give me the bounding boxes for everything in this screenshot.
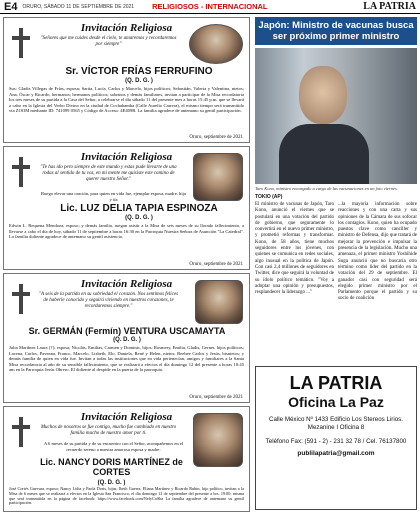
card-title: Invitación Religiosa (80, 151, 173, 163)
article-photo (255, 48, 417, 184)
article-headline: Japón: Ministro de vacunas busca ser próximo primer ministro (255, 17, 417, 45)
card-body: Edwin L. Requena Mendoza, esposo; y demás familia, ruegan asistir a la Misa de seis meses de su llorado fallecimiento, a llevarse a cabo el día de hoy, sábado 11 de septiembre a horas 16:30 en la Parroquia Nuestra Señora de Asunción "La Catedral". La familia doliente agradece de antemano su gentil asistencia. (9, 223, 244, 240)
deceased-name: Lic. NANCY DORIS MARTÍNEZ de CORTES (40, 457, 183, 477)
page-date: ORURO, SÁBADO 11 DE SEPTIEMBRE DE 2021 (22, 3, 135, 10)
card-verse: Muchos de nosotros se fue contigo, mucho fue cambiado en nuestro familia mucho de nuestro amor por ti. (40, 425, 177, 436)
deceased-name: Lic. LUZ DELIA TAPIA ESPINOZA (60, 203, 218, 214)
card-title: Invitación Religiosa (80, 411, 173, 423)
office-advert (255, 366, 417, 510)
article-column: ...la mayoría información sobre reacciones y con una carta y sus opiniones de la Cámara de sus sofocar los contagios. Kono, quien ha ocupado puestos clave como canciller y ministro de Defensa, dijo que tratará de mejorar la prevención e impulsar la presencia de la legislación. Mucho una amenaza, el primer ministro Yoshihide Suga anunció que no buscaría otro término como líder del partido en la votación del 29 de septiembre. El ganador casi con seguridad será elegido primer ministro por el Parlamento porque el partido y su socio de coalición (338, 202, 417, 302)
rip-label: (Q. D. G. ) (113, 337, 141, 343)
photo-figure (279, 124, 369, 184)
portrait-photo (195, 280, 243, 324)
advert-phone: Teléfono Fax: (591 - 2) - 231 32 78 / Cel. 76137800 (265, 438, 407, 445)
obituary-card (3, 146, 250, 270)
page-header (0, 0, 420, 14)
card-body: José Cortés Guevara, esposo; Nancy Lidia y Paola Doris, hijas; Ibeth Guerra, Eliana Martínez y Ricardo Rubin, hijo político, invitan a la Misa de 6 meses que se realizará a efectos en la Iglesia San Francisco, el día domingo 12 de septiembre del presente a hrs. 19:00; misma que será transmitida en la página de facebook: https://www.facebook.com/NelyCoSha La familia agradece de antemano su gentil participación. (9, 486, 244, 506)
portrait-photo (193, 153, 243, 201)
portrait-photo (189, 24, 243, 64)
card-verse: "Te has ido pero siempre de este mundo y estas pude llevarte de una rodas al sentido de tu voz, en mi mente me quisiste este camino de querer nuestro Señor." (40, 165, 177, 182)
card-title: Invitación Religiosa (80, 22, 173, 34)
card-body: Sus: Gladis Villegas de Frías, esposa; Sarita, Lucía, Carlos y Marcelo, hijos políticos; Sebastián, Valeria y Valentina, nietos; Ana, Óscar y Ricardo, hermanos; hermanos políticos; sobrinos y demás familiares, invitan a participar de la Misa recordatoria los tres meses de su partida a la Casa del Señor, a celebrarse el día sábado 11 del presente mes a horas 15:45 p.m. que se llevará a cabo en la Iglesia del Verbo Divino en la ciudad de Cochabamba (Calle Aurelio Carrera), el mismo tiempo será transmitido vía ZOOM mediante ID: 741099 0565 y Código de Acceso: 4E409B. La familia agradece de antemano su gentil participación. (9, 86, 244, 114)
obituary-card (3, 17, 250, 143)
photo-face (299, 66, 347, 124)
article-columns (255, 202, 417, 303)
card-title: Invitación Religiosa (80, 278, 173, 290)
obituary-card (3, 406, 250, 512)
newspaper-brand: LA PATRIA (363, 1, 416, 12)
card-verse: "A seis de la partida en su sobriedad el corazón. Nos sentimos felices de haberle conocido y seguirá viviendo en nuestros corazones, te recordaremos siempre." (38, 292, 179, 309)
section-title: RELIGIOSOS - INTERNACIONAL (152, 2, 268, 11)
card-intro: Ruego elevar una oración, para quien en vida fue, ejemplar esposa, madre, hija y tía (41, 191, 186, 202)
rip-label: (Q. D. G. ) (97, 480, 126, 486)
photo-caption: Taro Kono, ministro encargado a cargo de las vacunaciones en un foto viernes. (255, 186, 398, 191)
advert-office: Oficina La Paz (288, 394, 384, 410)
advert-address: Calle México Nº 1433 Edificio Los Stereos Lirios. Mezanine I Oficina 8 (269, 416, 403, 431)
card-sign: Oruro, septiembre de 2021 (189, 262, 243, 267)
advert-brand: LA PATRIA (289, 373, 383, 393)
rip-label: (Q. D. G. ) (125, 78, 153, 84)
card-sign: Oruro, septiembre de 2021 (189, 395, 243, 400)
article-dateline: TOKIO (AP) (255, 194, 283, 200)
article-column: El ministro de vacunas de Japón, Taro Kono, anunció el viernes que se postulará en una votación del partido de gobierno, que seguramente lo convertirá en el nuevo primer ministro, y prometió reformas y transformar. Kono, de 58 años, tiene muchos seguidores entre los jóvenes, con quienes se comunica en redes sociales, algo inusual en la política de Japón. Con casi 2,4 millones de seguidores en Twitter, dice que seguirá la voluntad de su ídolo político temático. "Voy a adoptar una opinión y presupuestos, resplandecer la liderazgo ..." (255, 202, 334, 296)
obituaries-column (3, 17, 250, 512)
card-intro: A 6 meses de su partida y de su encuentro con el Señor, acompañemos en el recuerdo sereno a nuestra amorosa esposa y madre: (43, 441, 184, 452)
portrait-photo (193, 413, 243, 467)
page-number: E4 (4, 0, 18, 13)
card-body: Julia Martínez Laura (†), esposa; Nicolás, Emilias, Carmen y Dominic, hijos; Rosmery, Emilia, Gladis, Gerner, hijos políticos; Lorena, Carlos, Paveana, Franco, Marcelo, Lizbeth, Elo, Daniela, René y Helen, nietos; Beebee Carlos y Jesús, bisnietos; y demás familia de quien en vida fue. Invitan a todas las instituciones que en vida pertenecían, amigos y familiares a la Santa Misa recordatoria al año de su sensible fallecimiento, que se realizará a efectos el día domingo 12 del presente a horas 10:45 am en la Parroquia Jesús Obrero. El doliente al despide en la puerta de la parroquia. (9, 345, 244, 373)
deceased-name: Sr. GERMÁN (Fermín) VENTURA USCAMAYTA (28, 326, 226, 336)
card-verse: "Señores que me cuides desde el cielo, te amaremos y recordaremos por siempre" (40, 36, 177, 47)
advert-email: publilapatria@gmail.com (297, 450, 375, 457)
card-sign: Oruro, septiembre de 2021 (189, 135, 243, 140)
obituary-card (3, 273, 250, 403)
rip-label: (Q. D. G. ) (125, 215, 153, 221)
news-article (255, 17, 417, 303)
deceased-name: Sr. VÍCTOR FRÍAS FERRUFINO (65, 66, 213, 77)
